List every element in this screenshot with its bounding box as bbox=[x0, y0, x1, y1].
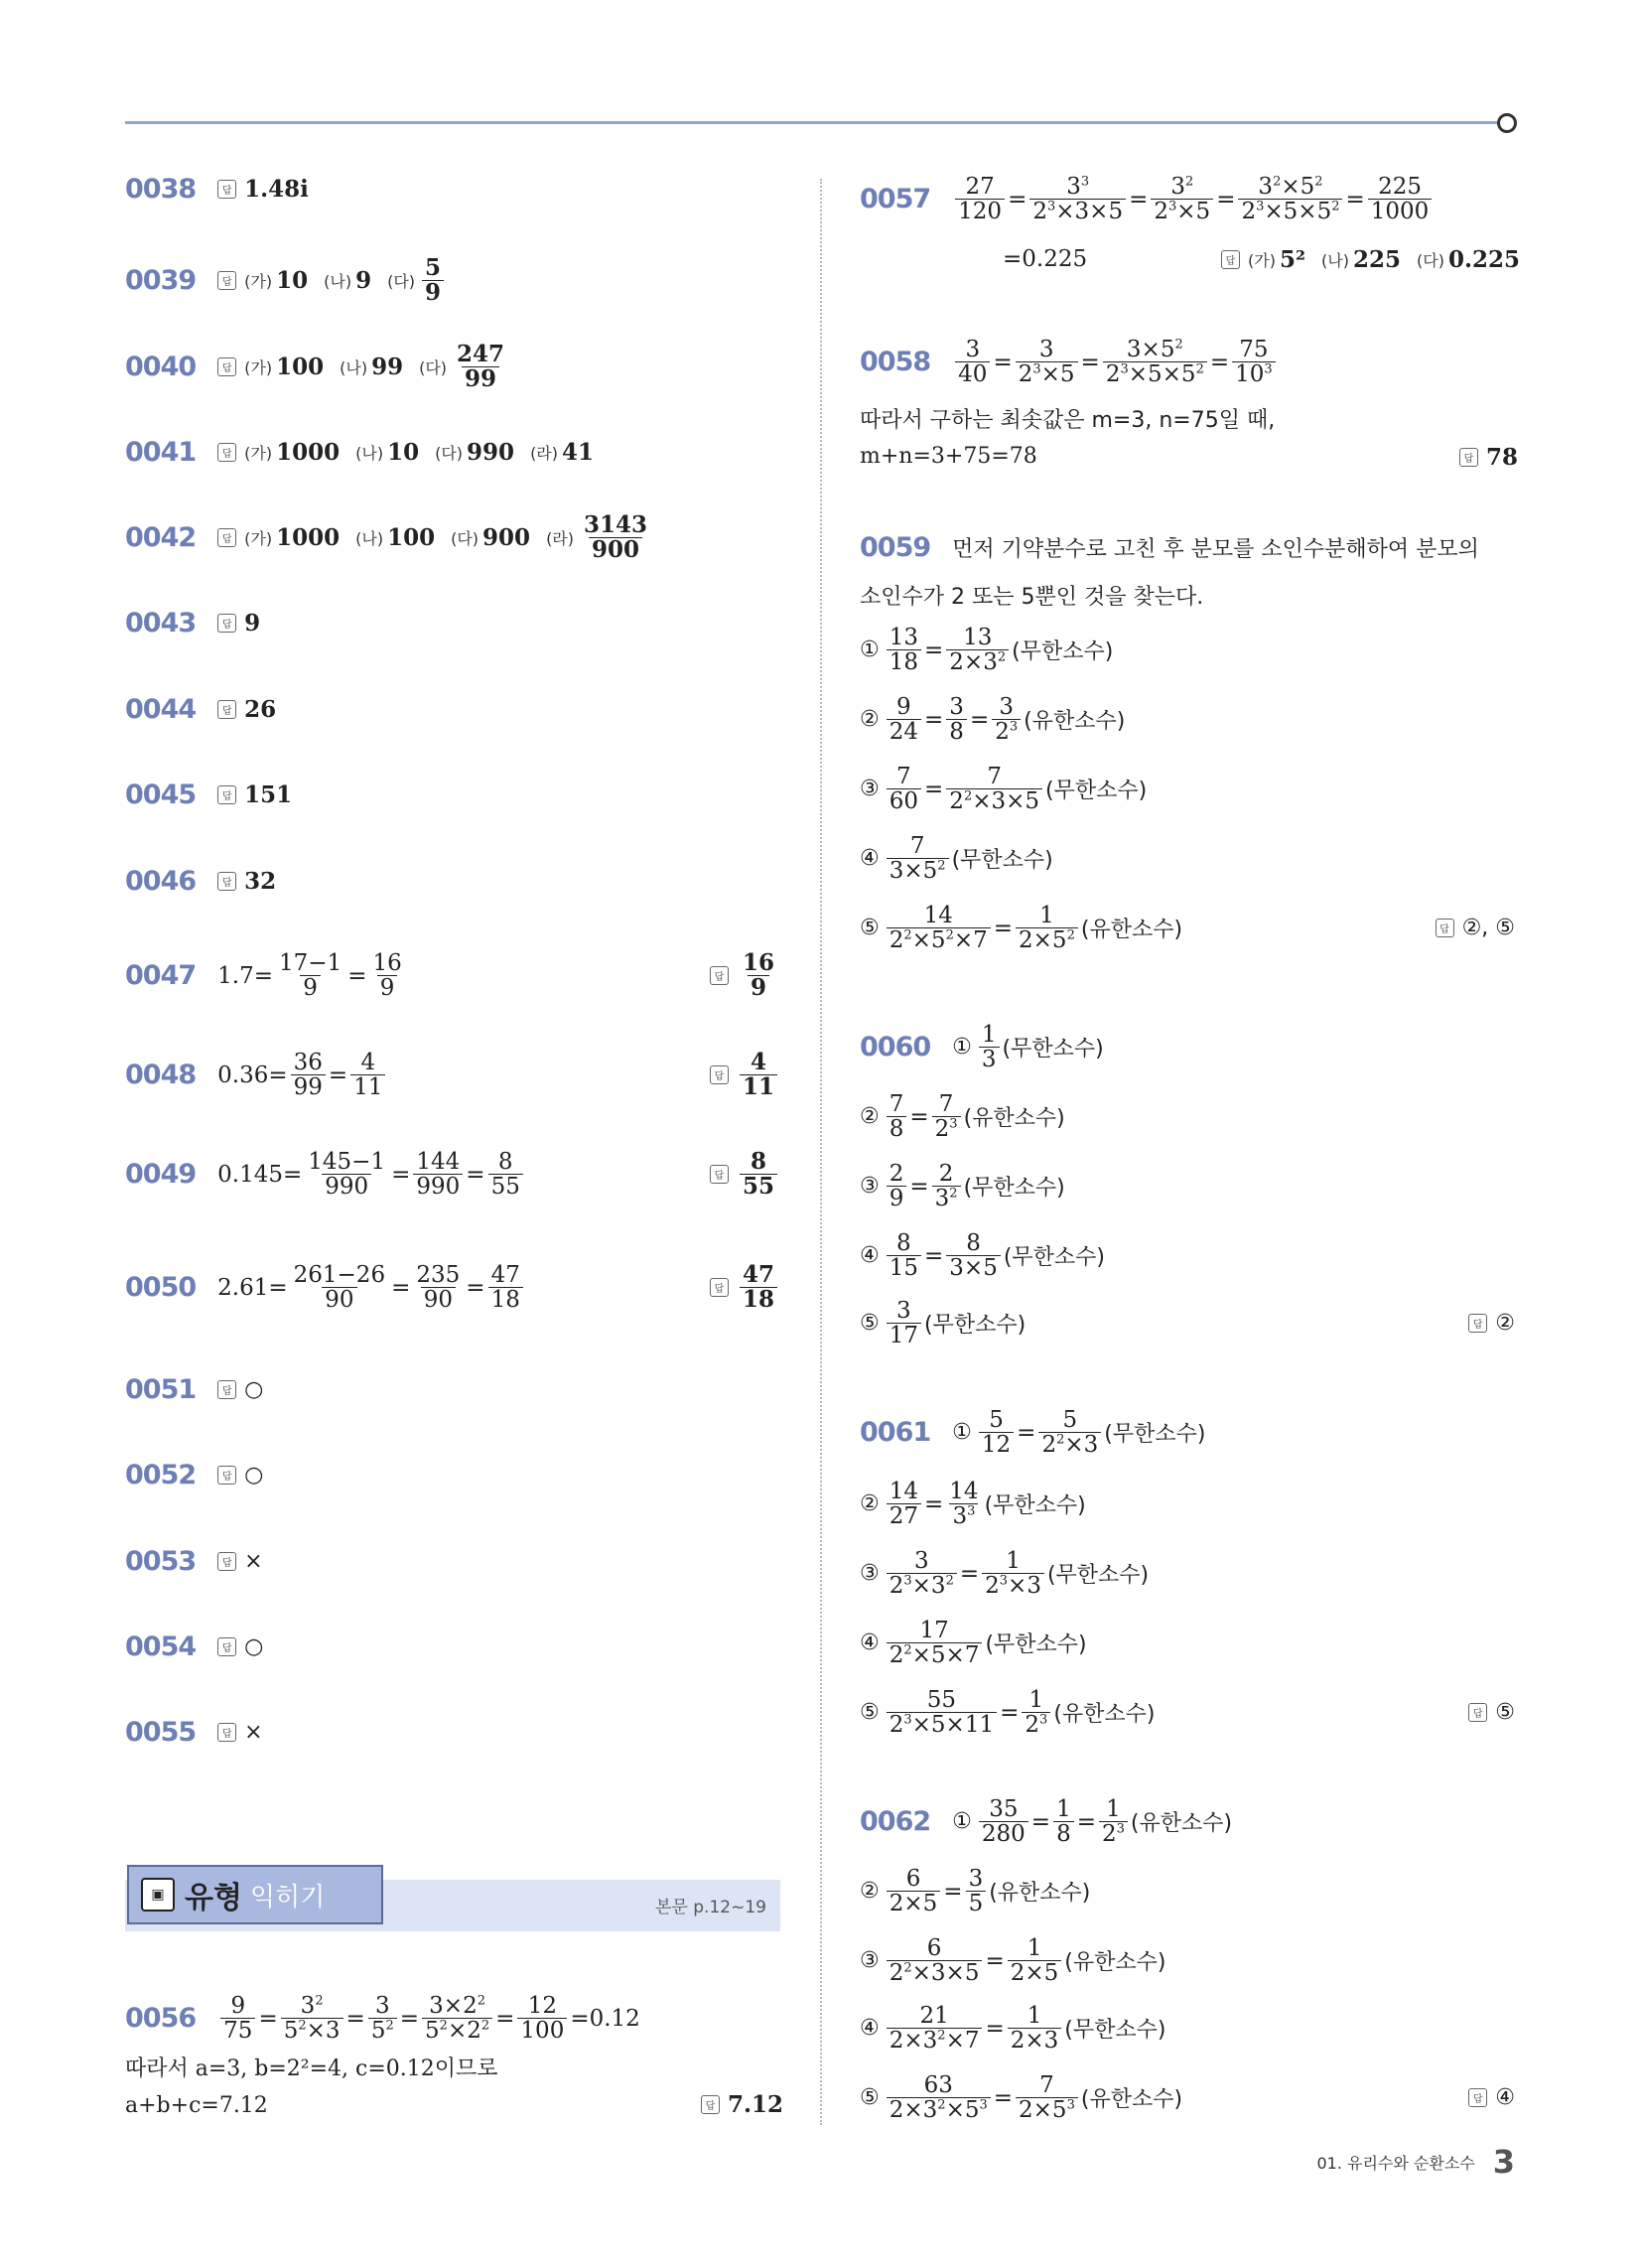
problem-number: 0053 bbox=[125, 1546, 197, 1577]
answer-mark-icon: 답 bbox=[710, 1065, 729, 1084]
expr-text: 0.36= bbox=[217, 1062, 288, 1088]
header-rule bbox=[125, 121, 1507, 124]
answer-mark-icon: 답 bbox=[1468, 1314, 1487, 1333]
expr-text: 0.145= bbox=[217, 1161, 303, 1188]
problem-0057 bbox=[860, 175, 1435, 223]
classification: (무한소수) bbox=[1002, 1037, 1104, 1063]
fraction bbox=[276, 951, 344, 1000]
problem-number: 0058 bbox=[860, 347, 931, 378]
fraction bbox=[291, 1051, 326, 1099]
problem-number: 0047 bbox=[125, 960, 197, 992]
problem-0043 bbox=[125, 608, 260, 638]
numerator: 16 bbox=[372, 950, 402, 976]
classification: (유한소수) bbox=[1053, 1702, 1156, 1728]
answer bbox=[1468, 2085, 1515, 2110]
problem-0055 bbox=[125, 1717, 263, 1748]
fraction bbox=[413, 1263, 463, 1312]
answer-mark-icon: 답 bbox=[217, 271, 236, 290]
answer-mark-icon: 답 bbox=[217, 1637, 236, 1656]
classification: (유한소수) bbox=[1064, 1950, 1166, 1976]
problem-number: 0051 bbox=[125, 1374, 197, 1405]
fraction bbox=[305, 1150, 388, 1199]
answer: ○ bbox=[244, 1634, 264, 1659]
answer-fraction bbox=[740, 1150, 777, 1199]
choice-1: ① $\frac{13}{18}$ = $\frac{13}{2\times 3^2}$ (무한소수) bbox=[860, 625, 1114, 676]
problem-number: 0062 bbox=[860, 1806, 931, 1838]
fraction bbox=[488, 1263, 523, 1312]
classification: (무한소수) bbox=[1012, 639, 1114, 665]
denominator: 9 bbox=[300, 975, 321, 1000]
solution-text bbox=[1003, 246, 1087, 272]
problem-number: 0056 bbox=[125, 2003, 197, 2035]
label: (다) bbox=[1417, 251, 1444, 270]
answer: 1.48i bbox=[244, 176, 309, 203]
answer-fraction bbox=[740, 1263, 777, 1312]
problem-number: 0061 bbox=[860, 1417, 931, 1449]
problem-number: 0044 bbox=[125, 694, 197, 725]
answer-fraction bbox=[581, 513, 650, 562]
answer: 10 bbox=[387, 439, 420, 466]
answer: 32 bbox=[244, 868, 277, 895]
answer: 9 bbox=[244, 610, 261, 637]
choice-2: ② $\frac{14}{27}$ = $\frac{14}{3^3}$ (무한소수) bbox=[860, 1479, 1086, 1530]
numerator: 144 bbox=[416, 1149, 461, 1175]
solution-text: 소인수가 2 또는 5뿐인 것을 찾는다. bbox=[860, 585, 1204, 610]
expr-text: = bbox=[391, 1274, 411, 1301]
expr-text: = bbox=[466, 1274, 485, 1301]
expr-text: 2.61= bbox=[217, 1274, 288, 1301]
expr-text: = bbox=[328, 1062, 348, 1088]
answer-mark-icon: 답 bbox=[217, 1380, 236, 1399]
answer-value: ④ bbox=[1495, 2085, 1515, 2111]
denominator: 90 bbox=[322, 1287, 356, 1312]
solution-expression bbox=[217, 1263, 526, 1312]
expr-text: 1.7= bbox=[217, 962, 274, 989]
answer-mark-icon: 답 bbox=[217, 1466, 236, 1485]
problem-0051 bbox=[125, 1374, 263, 1405]
answer-value: 78 bbox=[1486, 444, 1519, 471]
problem-0045 bbox=[125, 780, 292, 810]
answer: 100 bbox=[387, 524, 436, 552]
answer: × bbox=[244, 1720, 263, 1745]
numerator: 4 bbox=[360, 1050, 376, 1075]
classification: (유한소수) bbox=[1080, 918, 1183, 943]
answer-value: 5² bbox=[1279, 246, 1306, 273]
page-reference: 본문 p.12~19 bbox=[655, 1898, 766, 1917]
problem-0052 bbox=[125, 1460, 263, 1490]
label: (가) bbox=[1248, 251, 1276, 270]
numerator: 8 bbox=[497, 1149, 513, 1175]
choice-5: ⑤ $\frac{3}{17}$ (무한소수) 답 ② bbox=[860, 1298, 1515, 1349]
solution-text: 먼저 기약분수로 고친 후 분모를 소인수분해하여 분모의 bbox=[952, 537, 1479, 562]
answer: 151 bbox=[244, 781, 293, 808]
label: (다) bbox=[419, 358, 448, 378]
answer bbox=[710, 1150, 780, 1199]
problem-0047 bbox=[125, 951, 780, 1000]
answer bbox=[701, 2091, 783, 2118]
problem-0042 bbox=[125, 513, 653, 562]
classification: (유한소수) bbox=[989, 1881, 1091, 1907]
solution-expression: $\frac{27}{120}$ = $\frac{3^3}{2^3\times 3\times 5}$ = $\frac{3^2}{2^3\times 5}$ = $\frac{3^2\times 5^2}{2^3\times 5\times 5^2}$ = $\frac{225}{1000}$ bbox=[952, 175, 1435, 223]
problem-0056 bbox=[125, 1994, 640, 2043]
column-divider bbox=[820, 179, 822, 2125]
problem-0038 bbox=[125, 174, 309, 205]
numerator: 4 bbox=[750, 1049, 766, 1075]
label: (다) bbox=[435, 444, 464, 463]
problem-0050 bbox=[125, 1263, 780, 1312]
classification: (유한소수) bbox=[1130, 1811, 1233, 1837]
choice-3: ③ $\frac{6}{2^2\times 3\times 5}$ = $\frac{1}{2\times 5}$ (유한소수) bbox=[860, 1935, 1166, 1987]
answer-mark-icon: 답 bbox=[217, 1552, 236, 1571]
problem-0061: 0061 ① $\frac{5}{12}$ = $\frac{5}{2^2\times 3}$ (무한소수) bbox=[860, 1407, 1206, 1459]
problem-0053 bbox=[125, 1546, 263, 1577]
answer: ○ bbox=[244, 1377, 264, 1402]
header-rule-dot bbox=[1497, 113, 1517, 133]
answer-value: 0.225 bbox=[1447, 246, 1520, 273]
classification: (유한소수) bbox=[1024, 709, 1126, 735]
answer: 900 bbox=[482, 524, 531, 552]
section-title-box bbox=[127, 1865, 383, 1924]
solution-text: 따라서 구하는 최솟값은 m=3, n=75일 때, bbox=[860, 408, 1276, 433]
answer-mark-icon: 답 bbox=[217, 528, 236, 547]
label: (다) bbox=[451, 529, 479, 549]
label: (라) bbox=[546, 529, 575, 549]
numerator: 3143 bbox=[584, 511, 648, 538]
problem-number: 0042 bbox=[125, 522, 197, 554]
answer: × bbox=[244, 1549, 263, 1574]
denominator: 11 bbox=[740, 1074, 777, 1099]
denominator: 99 bbox=[291, 1074, 326, 1099]
answer bbox=[1221, 246, 1520, 273]
answer bbox=[1468, 1700, 1515, 1725]
denominator: 90 bbox=[421, 1287, 456, 1312]
classification: (유한소수) bbox=[1080, 2087, 1183, 2113]
expr-text: = bbox=[466, 1161, 485, 1188]
section-subtitle: 익히기 bbox=[249, 1882, 326, 1913]
answer-mark-icon: 답 bbox=[217, 443, 236, 462]
classification: (무한소수) bbox=[1064, 2018, 1166, 2044]
fraction bbox=[413, 1150, 463, 1199]
denominator: 99 bbox=[462, 366, 499, 391]
answer bbox=[710, 951, 780, 1000]
numerator: 247 bbox=[457, 341, 505, 367]
denominator: 9 bbox=[748, 975, 769, 1000]
answer-mark-icon: 답 bbox=[1436, 919, 1454, 937]
choice-4: ④ $\frac{21}{2\times 3^2\times 7}$ = $\frac{1}{2\times 3}$ (무한소수) bbox=[860, 2003, 1166, 2055]
choice-5: ⑤ $\frac{63}{2\times 3^2\times 5^3}$ = $\frac{7}{2\times 5^3}$ (유한소수) 답 ④ bbox=[860, 2072, 1515, 2124]
answer: 990 bbox=[467, 439, 515, 466]
numerator: 235 bbox=[416, 1262, 461, 1288]
problem-0060: 0060 ① $\frac{1}{3}$ (무한소수) bbox=[860, 1022, 1104, 1073]
denominator: 18 bbox=[740, 1287, 777, 1312]
denominator: 11 bbox=[350, 1074, 385, 1099]
problem-number: 0038 bbox=[125, 174, 197, 205]
problem-number: 0057 bbox=[860, 184, 931, 215]
answer-mark-icon: 답 bbox=[701, 2095, 720, 2114]
choice-3: ③ $\frac{3}{2^3\times 3^2}$ = $\frac{1}{2^3\times 3}$ (무한소수) bbox=[860, 1548, 1150, 1600]
answer bbox=[1459, 444, 1518, 471]
expr-text: = bbox=[391, 1161, 411, 1188]
problem-0054 bbox=[125, 1631, 263, 1662]
answer-mark-icon: 답 bbox=[217, 357, 236, 376]
solution-text: 따라서 a=3, b=2²=4, c=0.12이므로 bbox=[125, 2056, 498, 2081]
label: (가) bbox=[244, 272, 273, 292]
answer: 99 bbox=[371, 354, 404, 381]
problem-number: 0048 bbox=[125, 1060, 197, 1091]
answer-value: 7.12 bbox=[728, 2091, 784, 2118]
choice-2: ② $\frac{9}{24}$ = $\frac{3}{8}$ = $\frac{3}{2^3}$ (유한소수) bbox=[860, 694, 1126, 746]
answer-value: ②, ⑤ bbox=[1461, 916, 1515, 941]
label: (라) bbox=[530, 444, 559, 463]
denominator: 900 bbox=[589, 537, 642, 562]
choice-5: ⑤ $\frac{14}{2^2\times 5^2\times 7}$ = $\frac{1}{2\times 5^2}$ (유한소수) 답 ②, ⑤ bbox=[860, 903, 1515, 954]
label: (나) bbox=[340, 358, 368, 378]
choice-4: ④ $\frac{8}{15}$ = $\frac{8}{3\times 5}$ (무한소수) bbox=[860, 1230, 1106, 1282]
answer-mark-icon: 답 bbox=[710, 1165, 729, 1184]
problem-0039 bbox=[125, 256, 447, 305]
answer: 26 bbox=[244, 696, 277, 723]
problem-number: 0045 bbox=[125, 780, 197, 810]
solution-expression bbox=[217, 1150, 526, 1199]
classification: (무한소수) bbox=[924, 1313, 1026, 1339]
numerator: 47 bbox=[742, 1261, 774, 1288]
answer-fraction bbox=[454, 343, 507, 391]
choice-4: ④ $\frac{7}{3\times 5^2}$ (무한소수) bbox=[860, 833, 1053, 885]
answer bbox=[1436, 916, 1515, 940]
classification: (유한소수) bbox=[963, 1106, 1065, 1132]
solution-expression: $\frac{9}{75}$ = $\frac{3^2}{5^2\times 3}$ = $\frac{3}{5^2}$ = $\frac{3\times 2^2}{5^2\times 2^2}$ = $\frac{12}{100}$ =0.12 bbox=[217, 1994, 640, 2043]
problem-number: 0041 bbox=[125, 437, 197, 468]
denominator: 55 bbox=[740, 1174, 777, 1199]
answer: 1000 bbox=[276, 439, 341, 466]
solution-text: a+b+c=7.12 bbox=[125, 2093, 268, 2118]
notebook-icon: ▣ bbox=[141, 1878, 175, 1912]
problem-0059 bbox=[860, 532, 1479, 563]
answer: ○ bbox=[244, 1463, 264, 1488]
answer: 9 bbox=[355, 267, 372, 295]
denominator: 55 bbox=[488, 1174, 523, 1199]
fraction bbox=[369, 951, 404, 1000]
numerator: 16 bbox=[742, 949, 774, 976]
denominator: 990 bbox=[413, 1174, 463, 1199]
denominator: 18 bbox=[488, 1287, 523, 1312]
section-title: 유형 bbox=[185, 1881, 242, 1915]
answer-fraction bbox=[422, 256, 444, 305]
answer: 1000 bbox=[276, 524, 341, 552]
denominator: 990 bbox=[322, 1174, 371, 1199]
classification: (무한소수) bbox=[985, 1632, 1087, 1658]
label: (가) bbox=[244, 358, 273, 378]
choice-4: ④ $\frac{17}{2^2\times 5\times 7}$ (무한소수) bbox=[860, 1618, 1087, 1669]
answer bbox=[710, 1051, 780, 1099]
problem-number: 0043 bbox=[125, 608, 197, 638]
page-footer bbox=[1316, 2143, 1515, 2181]
problem-0044 bbox=[125, 694, 276, 725]
label: (가) bbox=[244, 529, 273, 549]
problem-0046 bbox=[125, 866, 276, 897]
classification: (무한소수) bbox=[1003, 1245, 1106, 1271]
answer: 41 bbox=[562, 439, 595, 466]
answer-mark-icon: 답 bbox=[710, 1278, 729, 1297]
problem-0041 bbox=[125, 437, 594, 468]
choice-2: ② $\frac{7}{8}$ = $\frac{7}{2^3}$ (유한소수) bbox=[860, 1091, 1065, 1143]
answer-mark-icon: 답 bbox=[1468, 1703, 1487, 1722]
fraction bbox=[350, 1051, 385, 1099]
numerator: 5 bbox=[425, 254, 442, 281]
answer-mark-icon: 답 bbox=[217, 785, 236, 804]
answer-mark-icon: 답 bbox=[217, 1723, 236, 1742]
answer-mark-icon: 답 bbox=[217, 614, 236, 633]
problem-number: 0055 bbox=[125, 1717, 197, 1748]
solution-expression: $\frac{3}{40}$ = $\frac{3}{2^3\times 5}$ = $\frac{3\times 5^2}{2^3\times 5\times 5^2}$ = $\frac{75}{10^3}$ bbox=[952, 338, 1279, 386]
classification: (무한소수) bbox=[1046, 1563, 1150, 1589]
answer-mark-icon: 답 bbox=[1459, 448, 1478, 467]
numerator: 261−26 bbox=[293, 1262, 386, 1288]
problem-number: 0039 bbox=[125, 265, 197, 297]
choice-5: ⑤ $\frac{55}{2^3\times 5\times 11}$ = $\frac{1}{2^3}$ (유한소수) 답 ⑤ bbox=[860, 1687, 1515, 1739]
label: (다) bbox=[387, 272, 416, 292]
chapter-title: 01. 유리수와 순환소수 bbox=[1316, 2153, 1475, 2173]
label: (나) bbox=[1321, 251, 1349, 270]
classification: (무한소수) bbox=[1104, 1422, 1206, 1448]
fraction bbox=[291, 1263, 388, 1312]
answer-value: ⑤ bbox=[1495, 1700, 1515, 1726]
choice-3: ③ $\frac{2}{9}$ = $\frac{2}{3^2}$ (무한소수) bbox=[860, 1161, 1065, 1212]
problem-number: 0040 bbox=[125, 352, 197, 383]
problem-0049 bbox=[125, 1150, 780, 1199]
answer-fraction bbox=[740, 1051, 777, 1099]
answer-value: ② bbox=[1495, 1311, 1515, 1337]
numerator: 36 bbox=[293, 1050, 323, 1075]
denominator: 9 bbox=[422, 280, 444, 305]
classification: (무한소수) bbox=[1045, 779, 1148, 804]
label: (나) bbox=[355, 529, 384, 549]
expr-text: = bbox=[347, 962, 367, 989]
problem-number: 0060 bbox=[860, 1032, 931, 1063]
answer: 100 bbox=[276, 354, 325, 381]
problem-number: 0052 bbox=[125, 1460, 197, 1490]
classification: (무한소수) bbox=[951, 848, 1053, 874]
answer-mark-icon: 답 bbox=[710, 966, 729, 985]
answer-mark-icon: 답 bbox=[1221, 250, 1240, 269]
numerator: 8 bbox=[750, 1148, 766, 1175]
problem-number: 0054 bbox=[125, 1631, 197, 1662]
problem-0040 bbox=[125, 343, 510, 391]
numerator: 47 bbox=[490, 1262, 520, 1288]
answer bbox=[710, 1263, 780, 1312]
label: (나) bbox=[355, 444, 384, 463]
answer-mark-icon: 답 bbox=[217, 700, 236, 719]
denominator: 9 bbox=[377, 975, 398, 1000]
choice-3: ③ $\frac{7}{60}$ = $\frac{7}{2^2\times 3\times 5}$ (무한소수) bbox=[860, 764, 1148, 815]
answer bbox=[1468, 1311, 1515, 1336]
label: (나) bbox=[324, 272, 352, 292]
answer: 10 bbox=[276, 267, 309, 295]
answer-mark-icon: 답 bbox=[217, 872, 236, 891]
problem-number: 0050 bbox=[125, 1272, 197, 1304]
answer-mark-icon: 답 bbox=[1468, 2088, 1487, 2107]
numerator: 145−1 bbox=[308, 1149, 386, 1175]
problem-0048 bbox=[125, 1051, 780, 1099]
expr-text: =0.225 bbox=[1003, 246, 1088, 272]
problem-number: 0049 bbox=[125, 1159, 197, 1191]
problem-0062: 0062 ① $\frac{35}{280}$ = $\frac{1}{8}$ = $\frac{1}{2^3}$ (유한소수) bbox=[860, 1796, 1233, 1848]
answer-value: 225 bbox=[1352, 246, 1401, 273]
problem-number: 0046 bbox=[125, 866, 197, 897]
problem-number: 0059 bbox=[860, 532, 931, 563]
classification: (무한소수) bbox=[963, 1176, 1065, 1202]
classification: (무한소수) bbox=[984, 1493, 1086, 1519]
numerator: 17−1 bbox=[279, 950, 342, 976]
answer-mark-icon: 답 bbox=[217, 180, 236, 199]
solution-expression bbox=[217, 1051, 388, 1099]
answer-fraction bbox=[740, 951, 777, 1000]
choice-2: ② $\frac{6}{2\times 5}$ = $\frac{3}{5}$ (유한소수) bbox=[860, 1866, 1091, 1917]
solution-expression bbox=[217, 951, 408, 1000]
problem-0058 bbox=[860, 338, 1279, 386]
page-number: 3 bbox=[1492, 2143, 1515, 2181]
solution-text: m+n=3+75=78 bbox=[860, 444, 1037, 469]
label: (가) bbox=[244, 444, 273, 463]
fraction bbox=[488, 1150, 523, 1199]
